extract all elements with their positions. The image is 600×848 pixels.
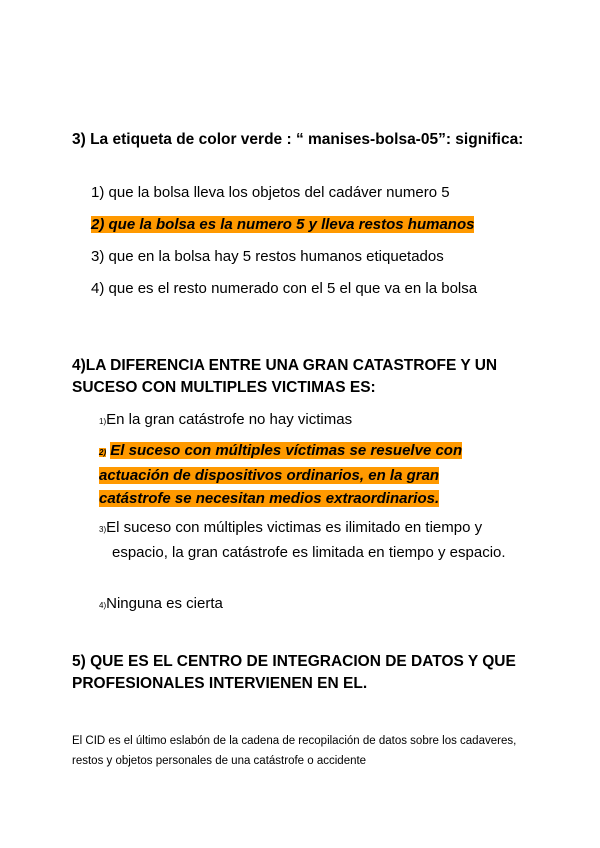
question-3-title: 3) La etiqueta de color verde : “ manises-bolsa-05”: significa: — [72, 131, 524, 148]
question-4-option-1 — [99, 408, 529, 433]
option-number: 2) — [99, 448, 107, 457]
option-number: 1) — [99, 417, 107, 426]
option-number: 4) — [99, 601, 107, 610]
question-3-option-3: 3) que en la bolsa hay 5 restos humanos etiquetados — [91, 248, 444, 265]
question-3-option-4: 4) que es el resto numerado con el 5 el que va en la bolsa — [91, 280, 478, 297]
option-text: Ninguna es cierta — [106, 595, 223, 612]
question-4-option-2-correct — [99, 439, 494, 510]
question-3-option-2-correct — [91, 213, 474, 236]
question-4-option-4 — [99, 592, 529, 617]
question-3-option-1: 1) que la bolsa lleva los objetos del cadáver numero 5 — [91, 184, 450, 201]
highlighted-answer: 2) que la bolsa es la numero 5 y lleva restos humanos — [91, 216, 475, 233]
question-5-title: 5) QUE ES EL CENTRO DE INTEGRACION DE DATOS Y QUE PROFESIONALES INTERVIENEN EN EL. — [72, 653, 516, 692]
option-text: El suceso con múltiples victimas es ilimitado en tiempo y espacio, la gran catástrofe es limitada en tiempo y espacio. — [106, 519, 506, 561]
question-4-title: 4)LA DIFERENCIA ENTRE UNA GRAN CATASTROFE Y UN SUCESO CON MULTIPLES VICTIMAS ES: — [72, 357, 498, 396]
answer-paragraph: El CID es el último eslabón de la cadena de recopilación de datos sobre los cadaveres, restos y objetos personales de una catástrofe o accidente — [72, 735, 517, 767]
option-text: En la gran catástrofe no hay victimas — [106, 411, 353, 428]
option-number: 3) — [99, 525, 107, 534]
highlighted-answer: El suceso con múltiples víctimas se resuelve con actuación de dispositivos ordinarios, en la gran catástrofe se necesitan medios extraordinarios. — [99, 442, 463, 507]
question-4-option-3 — [99, 516, 542, 564]
